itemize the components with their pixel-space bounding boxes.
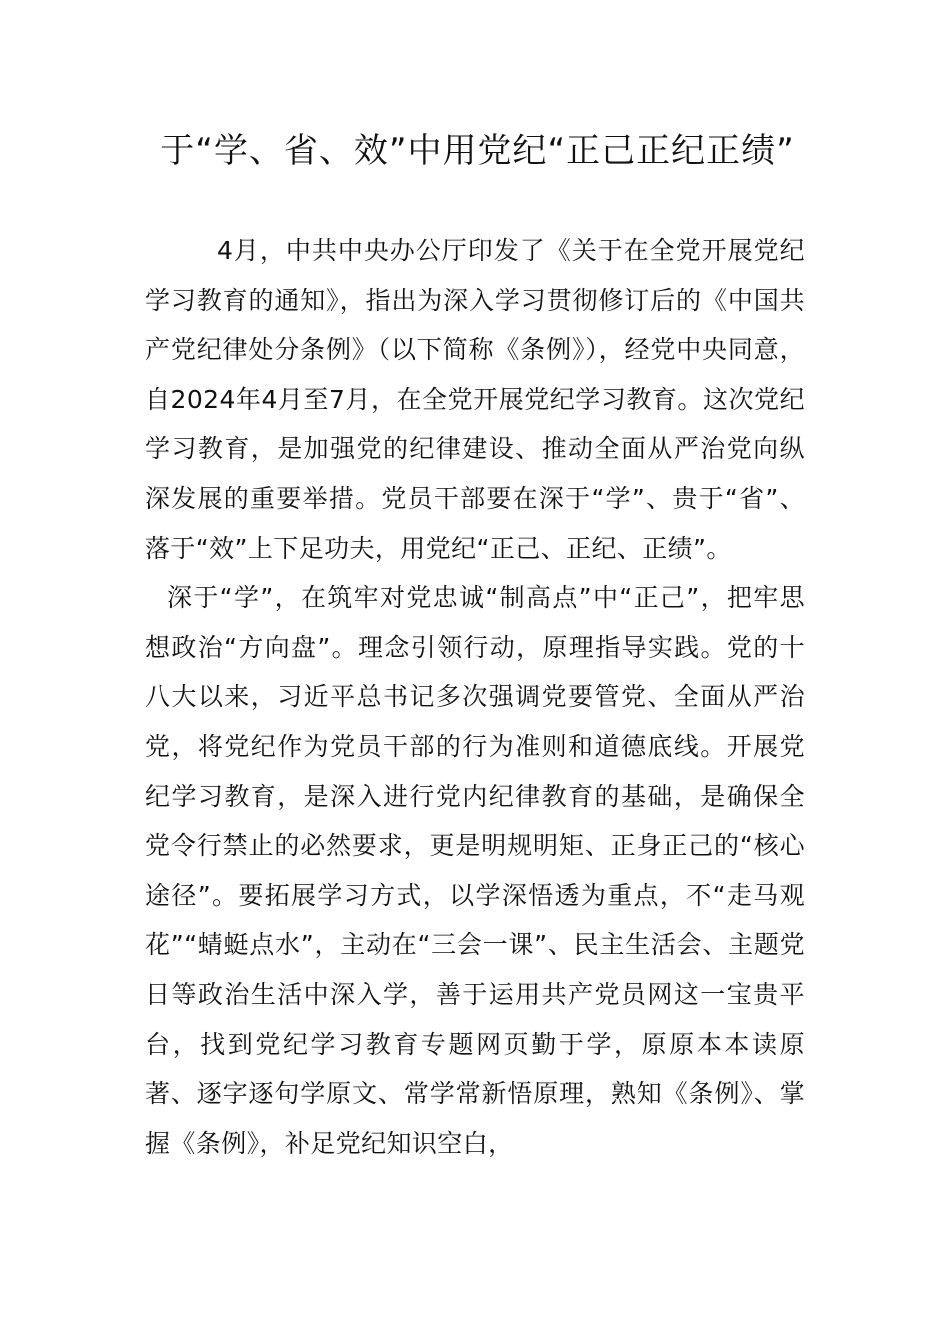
paragraph-study: 深于“学”，在筑牢对党忠诚“制高点”中“正己”，把牢思想政治“方向盘”。理念引领行动，原理指导实践。党的十八大以来，习近平总书记多次强调党要管党、全面从严治党，将党纪作为党员干部的行为准则和道德底线。开展党纪学习教育，是深入进行党内纪律教育的基础，是确保全党令行禁止的必然要求，更是明规明矩、正身正己的“核心途径”。要拓展学习方式，以学深悟透为重点，不“走马观花”“蜻蜓点水”，主动在“三会一课”、民主生活会、主题党日等政治生活中深入学，善于运用共产党员网这一宝贵平台，找到党纪学习教育专题网页勤于学，原原本本读原著、逐字逐句学原文、常学常新悟原理，熟知《条例》、掌握《条例》，补足党纪知识空白，: [145, 583, 805, 1158]
paragraph-intro: 4月，中共中央办公厅印发了《关于在全党开展党纪学习教育的通知》，指出为深入学习贯彻修订后的《中国共产党纪律处分条例》（以下简称《条例》），经党中央同意，自2024年4月至7月，在全党开展党纪学习教育。这次党纪学习教育，是加强党的纪律建设、推动全面从严治党向纵深发展的重要举措。党员干部要在深于“学”、贵于“省”、落于“效”上下足功夫，用党纪“正己、正纪、正绩”。: [145, 236, 805, 563]
document-title: 于“学、省、效”中用党纪“正己正纪正绩”: [160, 131, 795, 171]
document-body: [145, 226, 805, 1168]
